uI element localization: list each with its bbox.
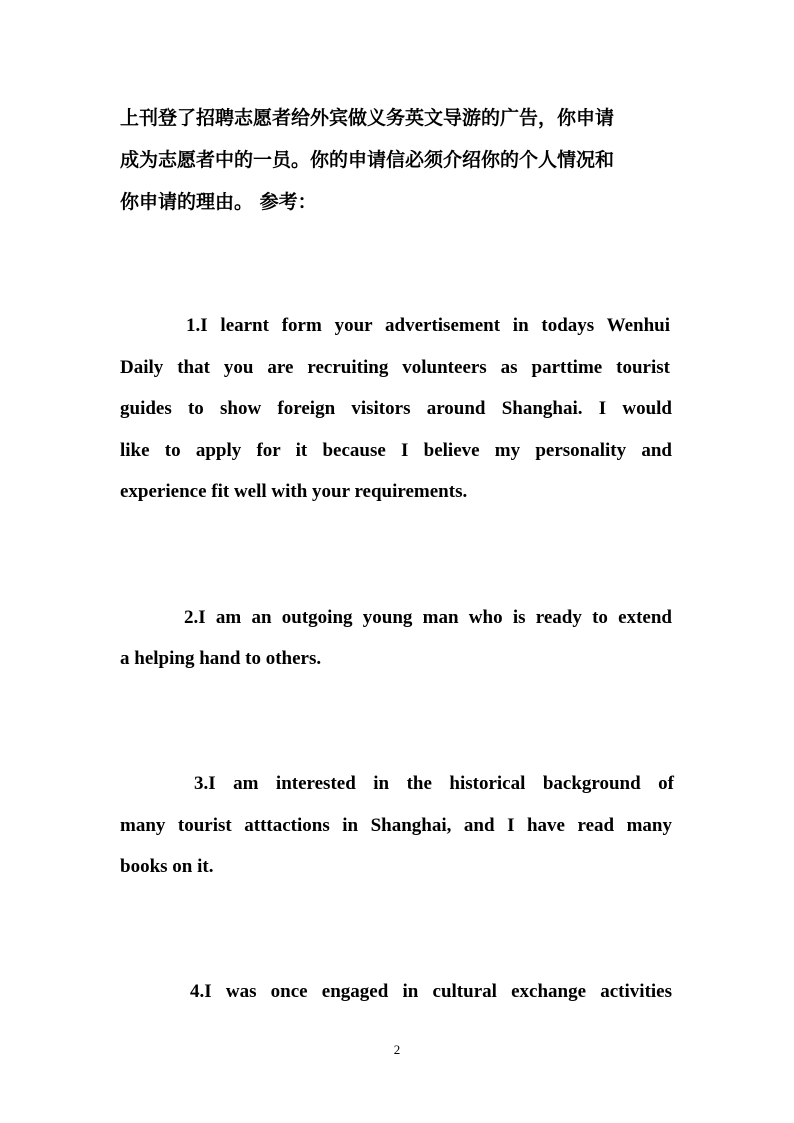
paragraph-line: guides to show foreign visitors around Shanghai. I would <box>120 398 672 419</box>
page-number: 2 <box>393 1042 401 1057</box>
paragraph-line: like to apply for it because I believe my personality and <box>120 440 672 461</box>
paragraph-line: books on it. <box>120 856 214 877</box>
intro-line: 你申请的理由。 参考： <box>120 191 317 213</box>
paragraph-line: 3.I am interested in the historical background of <box>194 773 674 794</box>
paragraph-line: a helping hand to others. <box>120 648 322 669</box>
paragraph-line: 1.I learnt form your advertisement in todays Wenhui <box>186 315 670 336</box>
intro-line: 上刊登了招聘志愿者给外宾做义务英文导游的广告，你申请 <box>120 107 615 129</box>
paragraph-line: Daily that you are recruiting volunteers as parttime tourist <box>120 357 670 378</box>
paragraph-line: many tourist atttactions in Shanghai, and I have read many <box>120 815 672 836</box>
intro-line: 成为志愿者中的一员。你的申请信必须介绍你的个人情况和 <box>120 149 615 171</box>
paragraph-line: 2.I am an outgoing young man who is ready to extend <box>184 607 672 628</box>
paragraph-line: experience fit well with your requirements. <box>120 481 468 502</box>
paragraph-line: 4.I was once engaged in cultural exchange activities <box>190 981 672 1002</box>
